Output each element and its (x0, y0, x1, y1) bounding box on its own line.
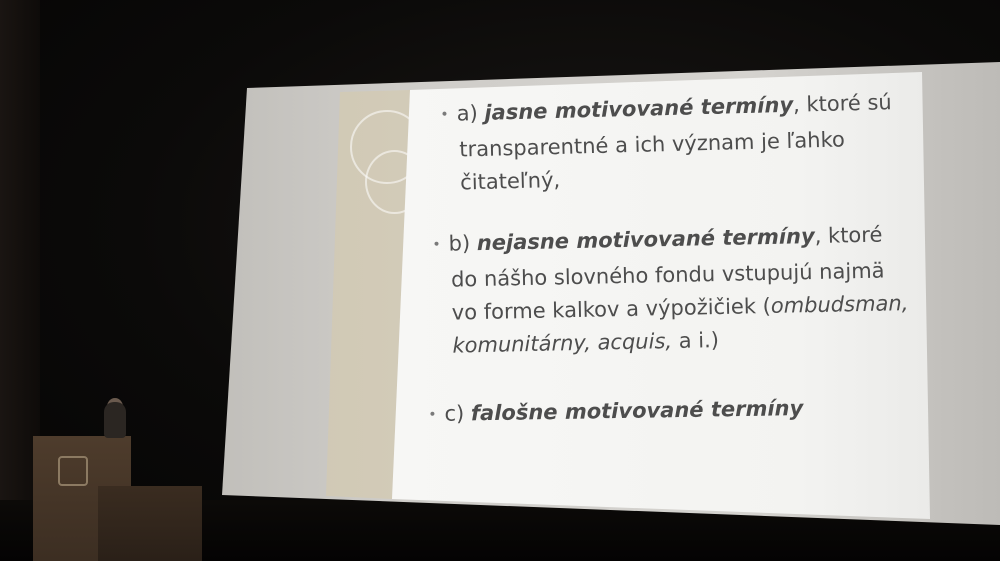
slide-text: , ktoré sú (792, 90, 892, 117)
speaker (104, 402, 126, 438)
slide-text: transparentné a ich význam je ľahko (459, 127, 846, 162)
bullet-item-c (428, 392, 804, 434)
bullet-item-b (432, 218, 909, 363)
slide-text: do nášho slovného fondu vstupujú najmä (450, 258, 885, 292)
slide-text: b) (448, 231, 478, 256)
slide-text: čitateľný, (459, 167, 561, 195)
bullet-item-a (440, 86, 894, 200)
bullet-dot-icon: • (440, 106, 449, 123)
bullet-dot-icon: • (428, 406, 437, 423)
slide-text: a i.) (671, 328, 720, 353)
university-logo-icon (58, 456, 88, 486)
term-text: jasne motivované termíny (484, 92, 794, 125)
term-text: falošne motivované termíny (470, 396, 804, 426)
slide-text: vo forme kalkov a výpožičiek ( (451, 293, 772, 325)
slide-text: c) (444, 401, 472, 426)
term-text: nejasne motivované termíny (476, 223, 815, 256)
slide-text: ombudsman, (770, 291, 909, 318)
slide-text: a) (456, 100, 485, 126)
lectern-base (98, 486, 202, 561)
bullet-dot-icon: • (432, 236, 441, 253)
slide-text: , ktoré (814, 222, 883, 248)
slide-text: komunitárny, acquis, (452, 329, 673, 358)
bullet-line (428, 392, 804, 434)
